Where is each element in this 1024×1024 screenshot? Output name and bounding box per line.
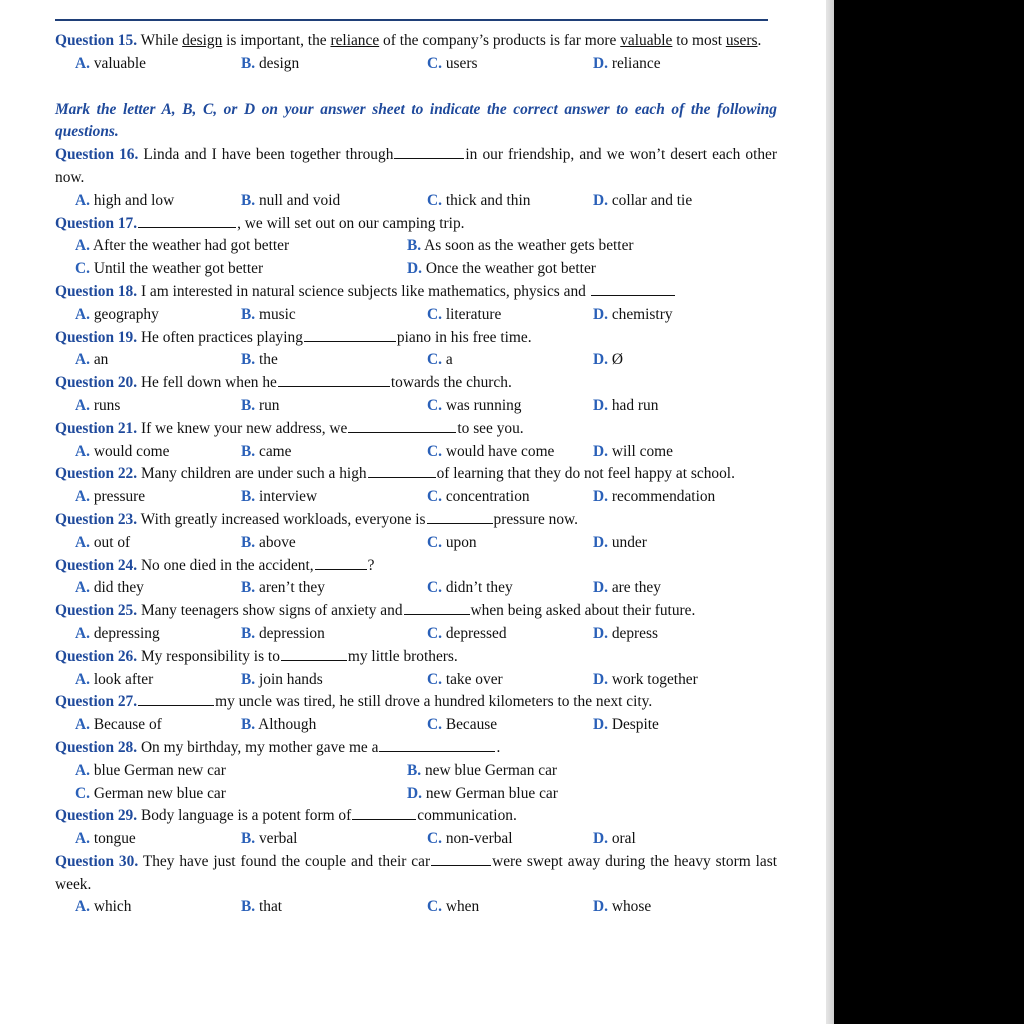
answer-blank[interactable] [278,372,390,387]
option-c[interactable] [427,532,613,555]
option-text: Once the weather got better [425,260,596,278]
answer-options [55,532,777,555]
answer-options [55,395,777,418]
option-letter: C. [427,351,442,369]
question-label: Question 22. [55,465,138,483]
option-text: concentration [445,488,530,506]
option-text: non-verbal [445,830,513,848]
option-text: join hands [258,670,323,688]
answer-blank[interactable] [352,805,416,820]
option-letter: A. [75,54,90,72]
option-letter: A. [75,488,90,506]
option-c[interactable] [427,623,613,646]
option-letter: C. [427,54,442,72]
option-c[interactable] [427,669,613,692]
option-a[interactable] [75,714,241,737]
option-letter: A. [75,898,90,916]
option-letter: A. [75,761,90,779]
option-letter: D. [407,260,422,278]
option-letter: A. [75,351,90,369]
option-letter: C. [427,396,442,414]
question-text: Linda and I have been together through [138,146,394,164]
question-26 [55,646,777,669]
option-text: out of [93,533,131,551]
option-b[interactable] [241,532,427,555]
question-text: in our friendship, and we won’t desert each other now. [55,146,777,186]
question-21 [55,418,777,441]
option-b[interactable] [241,623,427,646]
option-text: interview [258,488,318,506]
option-text: null and void [258,191,341,209]
option-letter: C. [427,579,442,597]
question-text: No one died in the accident, [137,556,314,574]
option-letter: D. [593,191,608,209]
question-15 [55,30,777,53]
option-letter: C. [427,488,442,506]
option-letter: B. [241,830,256,848]
option-text: depress [611,624,658,642]
option-letter: C. [75,260,90,278]
option-text: blue German new car [93,761,226,779]
option-text: depressed [445,624,507,642]
option-letter: A. [75,830,90,848]
option-letter: D. [593,670,608,688]
option-letter: D. [593,488,608,506]
question-label: Question 15. [55,32,138,49]
underlined-word: users [725,32,758,49]
option-text: chemistry [611,305,673,323]
question-text: is important, the [222,32,331,49]
option-letter: D. [593,396,608,414]
question-label: Question 26. [55,647,138,665]
answer-blank[interactable] [138,213,236,228]
question-label: Question 20. [55,374,138,392]
question-text: ? [367,556,375,574]
answer-options [55,828,777,851]
answer-options [55,714,777,737]
option-c[interactable] [427,486,613,509]
option-b[interactable] [407,760,557,783]
answer-blank[interactable] [591,281,675,296]
option-letter: A. [75,716,90,734]
question-text: My responsibility is to [137,647,280,665]
option-text: runs [93,396,121,414]
option-a[interactable] [75,828,241,851]
question-label: Question 18. [55,282,138,300]
option-text: work together [611,670,698,688]
option-letter: A. [75,670,90,688]
option-a[interactable] [75,235,427,258]
answer-options [55,896,777,919]
option-c[interactable] [427,577,613,600]
option-letter: C. [427,305,442,323]
option-text: Because of [93,716,162,734]
answer-options [55,53,777,76]
option-b[interactable] [241,395,427,418]
question-text: They have just found the couple and their car [138,852,431,870]
option-c[interactable] [427,190,613,213]
option-d[interactable] [407,783,558,806]
option-letter: D. [593,442,608,460]
answer-blank[interactable] [394,144,464,159]
option-letter: A. [75,396,90,414]
question-text: . [496,738,501,756]
option-letter: D. [593,305,608,323]
option-c[interactable] [427,395,613,418]
option-b[interactable] [241,669,427,692]
question-text: piano in his free time. [396,328,532,346]
header-rule [55,19,768,21]
option-letter: D. [593,533,608,551]
question-20 [55,372,777,395]
option-a[interactable] [75,577,241,600]
option-a[interactable] [75,190,241,213]
option-a[interactable] [75,532,241,555]
option-letter: A. [75,237,90,255]
question-label: Question 23. [55,510,138,528]
option-text: literature [445,305,502,323]
option-text: when [445,898,480,916]
question-label: Question 29. [55,807,138,825]
option-text: users [445,54,478,72]
option-text: oral [611,830,636,848]
option-letter: C. [427,533,442,551]
option-c[interactable] [427,896,613,919]
option-a[interactable] [75,395,241,418]
option-text: new blue German car [424,761,558,779]
option-a[interactable] [75,760,427,783]
option-text: thick and thin [445,191,531,209]
question-24 [55,555,777,578]
option-text: Until the weather got better [93,260,264,278]
option-letter: B. [241,488,256,506]
option-text: As soon as the weather gets better [424,237,634,255]
underlined-word: design [182,32,223,49]
worksheet-content [55,30,777,919]
option-d[interactable] [407,258,596,281]
question-text: when being asked about their future. [470,602,696,620]
option-letter: D. [407,784,422,802]
option-letter: A. [75,305,90,323]
option-text: Although [258,716,317,734]
question-text: of learning that they do not feel happy at school. [436,465,735,483]
option-text: was running [445,396,522,414]
option-letter: B. [241,624,256,642]
option-text: above [258,533,296,551]
question-text: Many teenagers show signs of anxiety and [137,602,403,620]
option-b[interactable] [241,349,427,372]
option-text: pressure [93,488,146,506]
option-text: will come [611,442,673,460]
option-text: valuable [93,54,146,72]
answer-options [55,623,777,646]
option-text: high and low [93,191,175,209]
question-label: Question 27. [55,693,138,711]
answer-options [55,190,777,213]
option-text: German new blue car [93,784,226,802]
option-a[interactable] [75,304,241,327]
question-text: I am interested in natural science subjects like mathematics, physics and [137,282,590,300]
answer-options [55,304,777,327]
option-text: didn’t they [445,579,513,597]
option-a[interactable] [75,623,241,646]
option-letter: A. [75,191,90,209]
question-text: He often practices playing [137,328,303,346]
option-letter: C. [427,442,442,460]
question-29 [55,805,777,828]
option-text: design [258,54,300,72]
question-label: Question 17. [55,214,138,232]
option-text: recommendation [611,488,716,506]
option-letter: B. [241,716,256,734]
option-text: aren’t they [258,579,325,597]
option-letter: B. [241,898,256,916]
option-letter: C. [427,191,442,209]
option-letter: B. [241,396,256,414]
question-label: Question 24. [55,556,138,574]
answer-options [55,783,777,806]
option-letter: B. [241,305,256,323]
question-text: Body language is a potent form of [137,807,352,825]
option-letter: A. [75,442,90,460]
option-text: would come [93,442,170,460]
question-text: were swept away during the heavy storm last week. [55,852,777,893]
question-16 [55,144,777,190]
option-c[interactable] [427,53,613,76]
option-a[interactable] [75,669,241,692]
option-b[interactable] [241,577,427,600]
option-text: reliance [611,54,661,72]
option-b[interactable] [241,53,427,76]
option-text: take over [445,670,503,688]
option-c[interactable] [427,828,613,851]
underlined-word: valuable [620,32,673,49]
question-label: Question 19. [55,328,138,346]
option-letter: D. [593,579,608,597]
option-b[interactable] [241,441,427,464]
question-label: Question 28. [55,738,138,756]
underlined-word: reliance [330,32,380,49]
question-25 [55,600,777,623]
question-label: Question 30. [55,852,139,870]
question-text: my uncle was tired, he still drove a hundred kilometers to the next city. [215,693,653,711]
option-letter: A. [75,533,90,551]
option-letter: A. [75,624,90,642]
option-text: the [258,351,278,369]
option-letter: C. [427,716,442,734]
question-19 [55,327,777,350]
answer-blank[interactable] [431,851,491,866]
option-text: a [445,351,453,369]
option-letter: B. [241,442,256,460]
option-text: that [258,898,283,916]
answer-blank[interactable] [427,509,493,524]
answer-blank[interactable] [304,327,396,342]
option-text: look after [93,670,154,688]
option-b[interactable] [241,828,427,851]
option-letter: D. [593,898,608,916]
option-b[interactable] [241,486,427,509]
question-text: to most [672,32,726,49]
option-letter: B. [241,579,256,597]
option-a[interactable] [75,896,241,919]
option-letter: B. [241,54,256,72]
answer-options [55,258,777,281]
option-c[interactable] [427,714,613,737]
question-text: If we knew your new address, we [137,419,348,437]
section-instruction: Mark the letter A, B, C, or D on your answer sheet to indicate the correct answer to each of the following questions. [55,100,777,141]
question-17 [55,213,777,236]
option-letter: C. [427,830,442,848]
option-b[interactable] [241,304,427,327]
option-text: did they [93,579,144,597]
question-18 [55,281,777,304]
answer-blank[interactable] [368,463,436,478]
spacer [55,76,777,99]
option-letter: D. [593,351,608,369]
answer-options [55,577,777,600]
option-b[interactable] [407,235,634,258]
question-text: towards the church. [390,374,512,392]
answer-options [55,235,777,258]
answer-options [55,349,777,372]
question-23 [55,509,777,532]
option-text: new German blue car [425,784,558,802]
option-text: tongue [93,830,136,848]
answer-blank[interactable] [315,555,367,570]
option-b[interactable] [241,190,427,213]
option-letter: D. [593,54,608,72]
option-letter: C. [427,670,442,688]
answer-options [55,669,777,692]
option-letter: B. [241,533,256,551]
answer-blank[interactable] [281,646,347,661]
option-letter: D. [593,624,608,642]
question-text: . [757,32,762,49]
option-text: collar and tie [611,191,693,209]
option-a[interactable] [75,441,241,464]
option-letter: B. [241,191,256,209]
option-text: whose [611,898,652,916]
option-letter: B. [241,670,256,688]
option-a[interactable] [75,486,241,509]
question-text: of the company’s products is far more [379,32,621,49]
question-text: Many children are under such a high [137,465,367,483]
option-text: which [93,898,132,916]
option-text: After the weather had got better [92,237,290,255]
option-letter: B. [407,237,422,255]
answer-blank[interactable] [379,737,495,752]
option-text: Despite [611,716,659,734]
option-letter: B. [241,351,256,369]
option-c[interactable] [427,304,613,327]
answer-blank[interactable] [138,691,214,706]
option-text: came [258,442,292,460]
option-letter: D. [593,716,608,734]
option-a[interactable] [75,53,241,76]
option-c[interactable] [427,349,613,372]
question-text: pressure now. [493,510,579,528]
question-label: Question 21. [55,419,138,437]
option-text: Ø [611,351,623,369]
option-text: depression [258,624,325,642]
option-text: Because [445,716,498,734]
option-b[interactable] [241,896,427,919]
option-c[interactable] [75,783,427,806]
question-label: Question 16. [55,146,139,164]
option-text: under [611,533,647,551]
option-b[interactable] [241,714,427,737]
option-c[interactable] [75,258,427,281]
answer-options [55,486,777,509]
option-letter: C. [427,898,442,916]
question-text: , we will set out on our camping trip. [237,214,465,232]
option-letter: D. [593,830,608,848]
question-text: On my birthday, my mother gave me a [137,738,379,756]
option-text: upon [445,533,477,551]
option-text: geography [93,305,159,323]
question-text: to see you. [457,419,524,437]
option-letter: C. [75,784,90,802]
option-text: had run [611,396,659,414]
page-edge-shadow [826,0,834,1024]
option-letter: B. [407,761,422,779]
answer-options [55,441,777,464]
answer-options [55,760,777,783]
question-text: With greatly increased workloads, everyone is [137,510,426,528]
question-30 [55,851,777,897]
option-text: verbal [258,830,298,848]
option-letter: C. [427,624,442,642]
question-22 [55,463,777,486]
option-text: music [258,305,296,323]
question-label: Question 25. [55,602,138,620]
answer-blank[interactable] [348,418,456,433]
option-a[interactable] [75,349,241,372]
option-text: an [93,351,109,369]
question-text: He fell down when he [137,374,277,392]
question-27 [55,691,777,714]
answer-blank[interactable] [404,600,470,615]
question-text: While [140,32,183,49]
question-text: communication. [417,807,517,825]
option-text: are they [611,579,661,597]
option-text: depressing [93,624,160,642]
option-letter: A. [75,579,90,597]
question-28 [55,737,777,760]
option-text: run [258,396,280,414]
option-c[interactable] [427,441,613,464]
option-text: would have come [445,442,555,460]
question-text: my little brothers. [347,647,458,665]
